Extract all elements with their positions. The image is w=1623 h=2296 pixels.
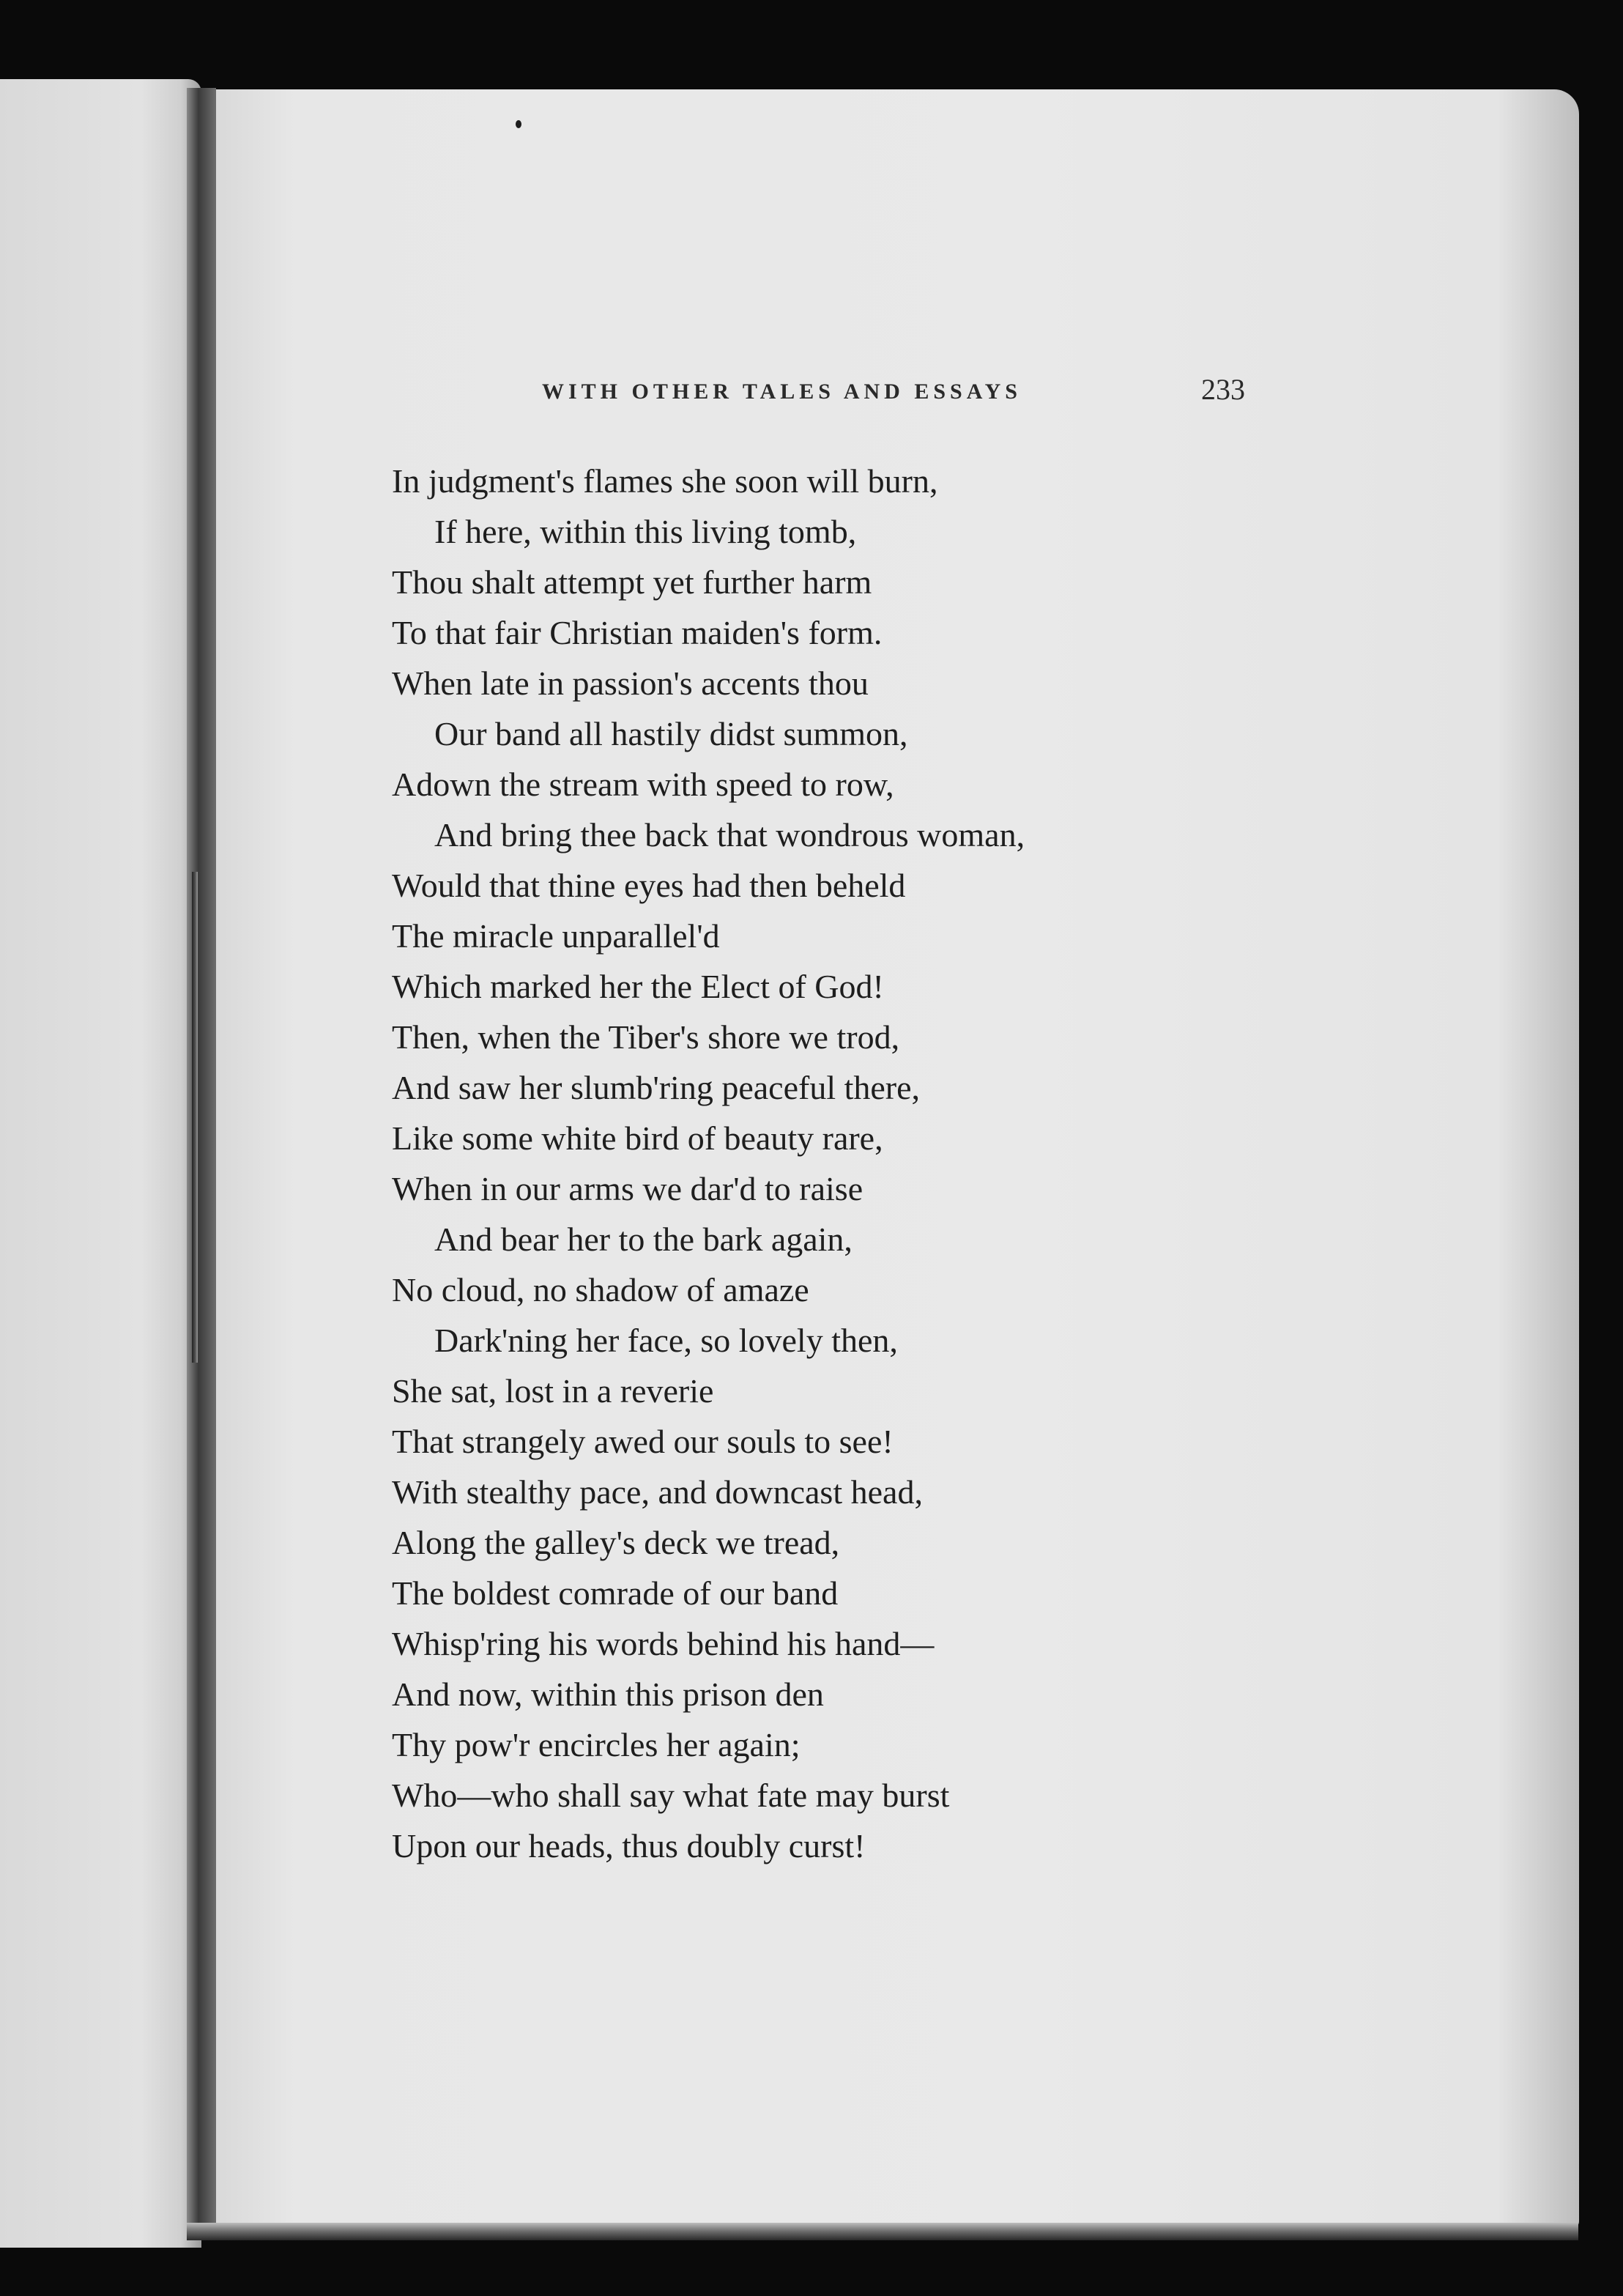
poem-line: When in our arms we dar'd to raise — [392, 1170, 864, 1207]
poem-line: Adown the stream with speed to row, — [392, 766, 894, 803]
poem-line: No cloud, no shadow of amaze — [392, 1271, 809, 1308]
poem-line: When late in passion's accents thou — [392, 664, 869, 702]
poem-line: And bring thee back that wondrous woman, — [434, 816, 1025, 853]
poem-line: Along the galley's deck we tread, — [392, 1524, 840, 1561]
poem-line: That strangely awed our souls to see! — [392, 1423, 894, 1460]
poem-line: Dark'ning her face, so lovely then, — [434, 1322, 898, 1359]
poem-line: Who—who shall say what fate may burst — [392, 1777, 950, 1814]
poem-line: She sat, lost in a reverie — [392, 1372, 714, 1410]
poem-line: Would that thine eyes had then beheld — [392, 867, 906, 904]
poem-line: Thou shalt attempt yet further harm — [392, 563, 872, 601]
running-head: WITH OTHER TALES AND ESSAYS — [542, 379, 1022, 404]
facing-page-edge — [0, 79, 201, 2248]
ink-speck — [516, 120, 521, 128]
poem-line: If here, within this living tomb, — [434, 513, 857, 550]
poem-text — [392, 456, 1025, 1871]
poem-line: Our band all hastily didst summon, — [434, 715, 908, 752]
poem-line: Thy pow'r encircles her again; — [392, 1726, 801, 1763]
poem-line: And bear her to the bark again, — [434, 1221, 853, 1258]
poem-line: In judgment's flames she soon will burn, — [392, 462, 938, 500]
poem-line: And now, within this prison den — [392, 1675, 824, 1713]
poem-line: And saw her slumb'ring peaceful there, — [392, 1069, 921, 1106]
poem-line: The boldest comrade of our band — [392, 1574, 839, 1612]
poem-line: Then, when the Tiber's shore we trod, — [392, 1018, 900, 1056]
book-spine-shadow — [187, 88, 216, 2234]
poem-line: The miracle unparallel'd — [392, 917, 720, 955]
poem-line: Like some white bird of beauty rare, — [392, 1119, 883, 1157]
page-bottom-edge — [187, 2223, 1578, 2240]
poem-line: Which marked her the Elect of God! — [392, 968, 884, 1005]
poem-line: To that fair Christian maiden's form. — [392, 614, 883, 651]
poem-line: Upon our heads, thus doubly curst! — [392, 1827, 866, 1864]
poem-line: With stealthy pace, and downcast head, — [392, 1473, 923, 1511]
gutter-mark — [192, 872, 198, 1363]
poem-line: Whisp'ring his words behind his hand— — [392, 1625, 935, 1662]
page-number: 233 — [1201, 373, 1245, 406]
